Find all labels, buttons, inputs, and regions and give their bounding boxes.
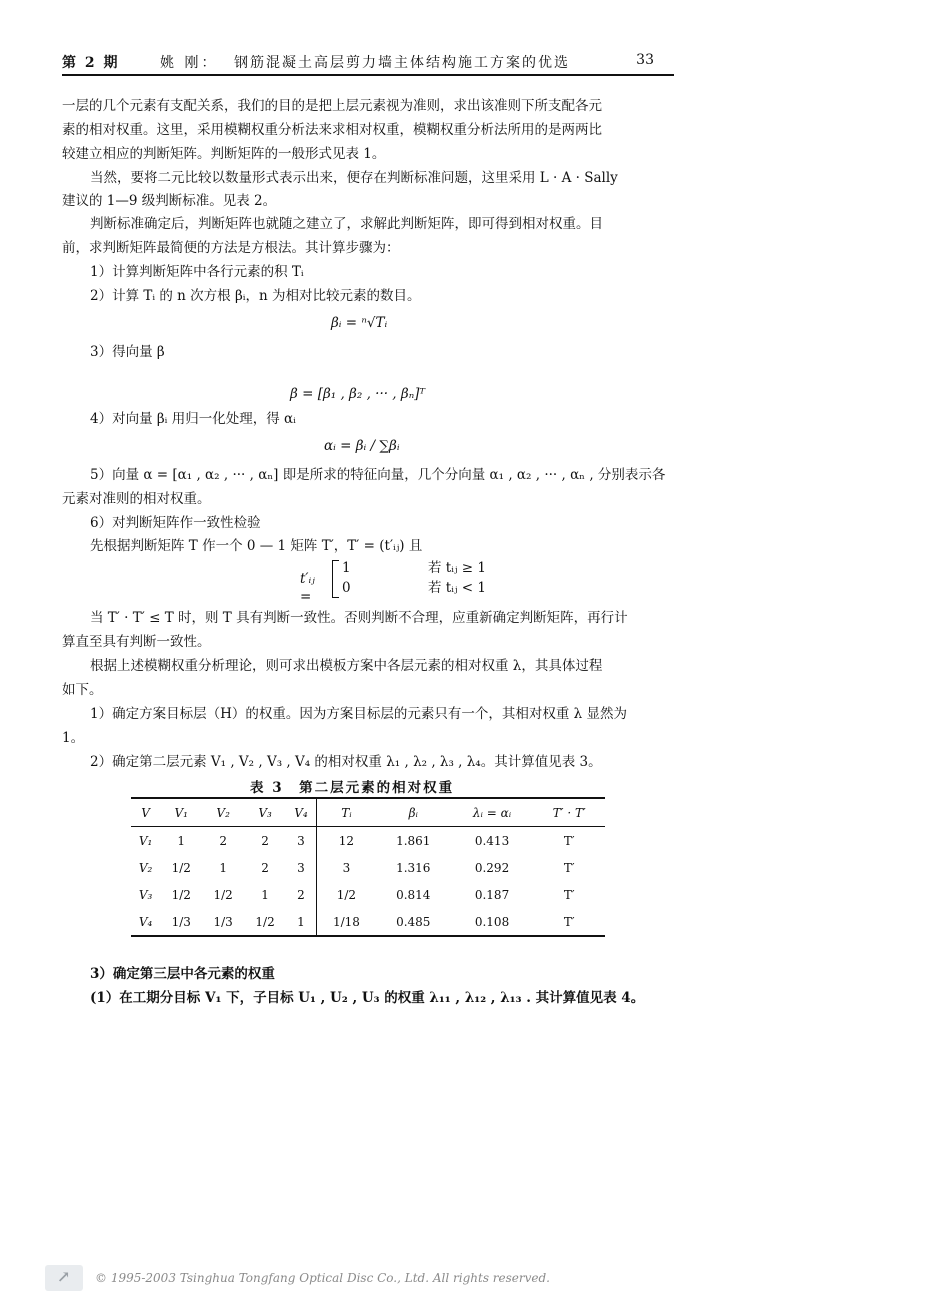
- table-cell: 1/2: [213, 887, 233, 902]
- table-cell: 0.108: [474, 914, 510, 929]
- weights-table: [131, 797, 605, 937]
- piecewise-value-2: 0: [342, 580, 351, 596]
- text-line: 建议的 1—9 级判断标准。见表 2。: [62, 193, 277, 209]
- text-line: 判断标准确定后，判断矩阵也就随之建立了，求解此判断矩阵，即可得到相对权重。目: [90, 216, 603, 232]
- text-line: 1。: [62, 730, 85, 746]
- text-line: 1）确定方案目标层（H）的权重。因为方案目标层的元素只有一个，其相对权重 λ 显然为: [90, 706, 627, 722]
- table-cell: 1/3: [213, 914, 233, 929]
- table-caption: 表 3 第二层元素的相对权重: [250, 780, 455, 796]
- col-header: V₄: [286, 798, 316, 827]
- table-cell: V₄: [138, 914, 153, 929]
- piecewise-lhs: t′ᵢⱼ =: [300, 571, 315, 605]
- col-header: V₁: [160, 798, 202, 827]
- table-cell: 3: [286, 854, 316, 881]
- text-line: 当然，要将二元比较以数量形式表示出来，便存在判断标准问题，这里采用 L · A · Sally: [90, 170, 618, 186]
- table-cell: 1/3: [171, 914, 191, 929]
- table-cell: 1: [286, 908, 316, 936]
- text-line: 前，求判断矩阵最简便的方法是方根法。其计算步骤为：: [62, 240, 400, 256]
- step-3: 3）得向量 β: [90, 344, 165, 360]
- text-line: 如下。: [62, 682, 103, 698]
- running-header: [62, 48, 674, 76]
- table-cell: 0.485: [396, 914, 431, 929]
- table-row: [131, 908, 605, 936]
- page-number: 33: [636, 52, 654, 68]
- table-cell: 1: [177, 833, 186, 848]
- logo-mark-icon: ↗: [57, 1267, 71, 1286]
- table-cell: 1/2: [171, 860, 191, 875]
- table-cell: 2: [261, 833, 269, 848]
- step-6: 6）对判断矩阵作一致性检验: [90, 515, 261, 531]
- copyright-notice: © 1995-2003 Tsinghua Tongfang Optical Disc Co., Ltd. All rights reserved.: [95, 1271, 550, 1285]
- table-cell: 0.413: [474, 833, 510, 848]
- section-heading: 3）确定第三层中各元素的权重: [90, 966, 275, 982]
- table-cell: V₂: [138, 860, 153, 875]
- table-cell: 0.814: [396, 887, 431, 902]
- col-header: T′ · T′: [534, 798, 605, 827]
- table-cell: 0.187: [474, 887, 510, 902]
- table-cell: 1: [219, 860, 227, 875]
- table-cell: 12: [338, 833, 355, 848]
- step-1: 1）计算判断矩阵中各行元素的积 Tᵢ: [90, 264, 304, 280]
- col-header: βᵢ: [376, 798, 451, 827]
- text-line: 一层的几个元素有支配关系，我们的目的是把上层元素视为准则，求出该准则下所支配各元: [62, 98, 602, 114]
- footer: [45, 1265, 645, 1293]
- table-cell: 2: [261, 860, 269, 875]
- table-cell: 2: [219, 833, 227, 848]
- paper-title: 钢筋混凝土高层剪力墙主体结构施工方案的优选: [234, 55, 570, 71]
- piecewise-condition-1: 若 tᵢⱼ ≥ 1: [428, 560, 486, 576]
- piecewise-condition-2: 若 tᵢⱼ < 1: [428, 580, 486, 596]
- text-line: 元素对准则的相对权重。: [62, 491, 211, 507]
- publisher-logo: [45, 1265, 83, 1291]
- piecewise-value-1: 1: [342, 560, 351, 576]
- issue-number: 第 2 期: [62, 55, 120, 71]
- table-cell: 3: [286, 827, 316, 855]
- col-header: V₃: [244, 798, 286, 827]
- table-cell: 1/18: [332, 914, 360, 929]
- table-cell: 1.316: [396, 860, 431, 875]
- equation-beta: βᵢ = ⁿ√Tᵢ: [331, 315, 388, 331]
- table-cell: 1/2: [336, 887, 357, 902]
- equation-alpha: αᵢ = βᵢ / ∑βᵢ: [324, 438, 400, 454]
- table-cell: 1/2: [255, 914, 275, 929]
- table-cell: T′: [563, 914, 575, 929]
- table-cell: 0.292: [474, 860, 510, 875]
- text-line: (1）在工期分目标 V₁ 下，子目标 U₁ , U₂ , U₃ 的权重 λ₁₁ , λ₁₂ , λ₁₃ . 其计算值见表 4。: [90, 990, 645, 1006]
- table-row: [131, 827, 605, 855]
- table-header-row: [131, 798, 605, 827]
- table-cell: T′: [563, 833, 575, 848]
- text-line: 2）确定第二层元素 V₁ , V₂ , V₃ , V₄ 的相对权重 λ₁ , λ₂ , λ₃ , λ₄。其计算值见表 3。: [90, 754, 602, 770]
- text-line: 先根据判断矩阵 T 作一个 0 — 1 矩阵 T′，T′ = (t′ᵢⱼ) 且: [90, 538, 423, 554]
- col-header: V: [131, 798, 160, 827]
- text-line: 素的相对权重。这里，采用模糊权重分析法来求相对权重，模糊权重分析法所用的是两两比: [62, 122, 602, 138]
- table-cell: 1.861: [396, 833, 431, 848]
- step-5: 5）向量 α = [α₁ , α₂ , ··· , αₙ] 即是所求的特征向量，几个分向量 α₁ , α₂ , ··· , αₙ , 分别表示各: [90, 467, 666, 483]
- text-line: 根据上述模糊权重分析理论，则可求出模板方案中各层元素的相对权重 λ，其具体过程: [90, 658, 603, 674]
- step-2: 2）计算 Tᵢ 的 n 次方根 βᵢ，n 为相对比较元素的数目。: [90, 288, 421, 304]
- table-cell: 3: [342, 860, 351, 875]
- text-line: 当 T′ · T′ ≤ T 时，则 T 具有判断一致性。否则判断不合理，应重新确定判断矩阵，再行计: [90, 610, 628, 626]
- table-cell: 1/2: [171, 887, 191, 902]
- step-4: 4）对向量 βᵢ 用归一化处理，得 αᵢ: [90, 411, 296, 427]
- table-row: [131, 881, 605, 908]
- table-cell: 2: [286, 881, 316, 908]
- table-row: [131, 854, 605, 881]
- table-cell: V₁: [138, 833, 153, 848]
- col-header: λᵢ = αᵢ: [451, 798, 534, 827]
- text-line: 算直至具有判断一致性。: [62, 634, 211, 650]
- col-header: Tᵢ: [316, 798, 376, 827]
- table-cell: T′: [563, 860, 575, 875]
- table-cell: 1: [261, 887, 269, 902]
- brace-symbol: [332, 560, 339, 598]
- author-name: 姚 刚：: [160, 55, 219, 71]
- table-cell: V₃: [138, 887, 153, 902]
- equation-vector: β = [β₁ , β₂ , ··· , βₙ]ᵀ: [290, 386, 426, 402]
- text-line: 较建立相应的判断矩阵。判断矩阵的一般形式见表 1。: [62, 146, 386, 162]
- table-cell: T′: [563, 887, 575, 902]
- col-header: V₂: [202, 798, 244, 827]
